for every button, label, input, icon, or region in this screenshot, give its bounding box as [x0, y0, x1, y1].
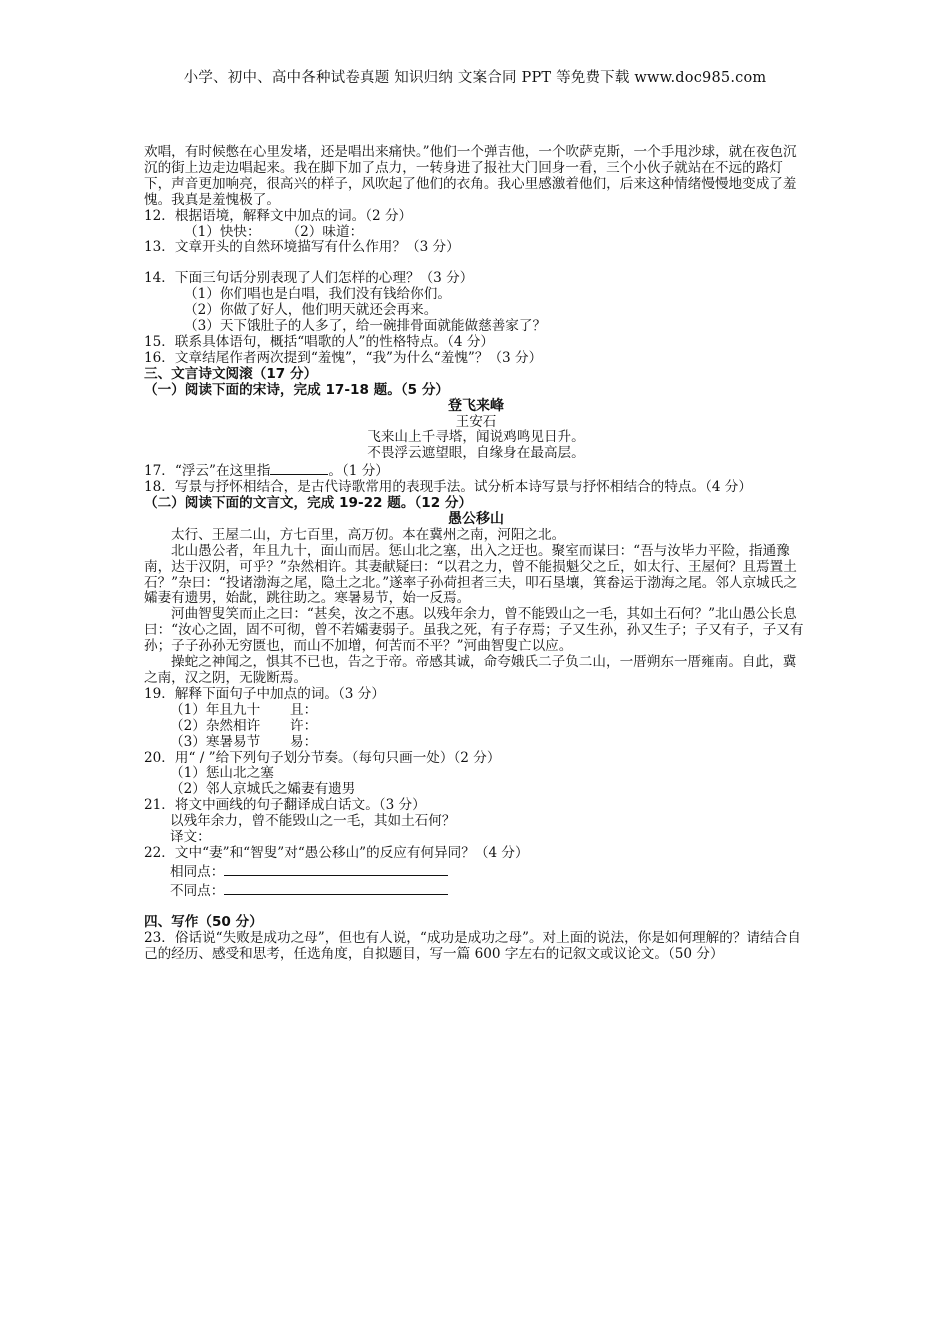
question-20: [144, 751, 808, 799]
question-stem: 12．根据语境，解释文中加点的词。（2 分）: [144, 207, 413, 224]
question-item: （1）惩山北之塞: [170, 765, 274, 782]
answer-line[interactable]: [224, 881, 448, 895]
classical-paragraph: 操蛇之神闻之，惧其不已也，告之于帝。帝感其诚，命夸娥氏二子负二山，一厝朔东一厝雍南。自此，冀之南，汉之阴，无陇断焉。: [144, 654, 797, 686]
question-13: 13．文章开头的自然环境描写有什么作用？（3 分）: [144, 239, 460, 256]
question-stem: 21．将文中画线的句子翻译成白话文。（3 分）: [144, 797, 426, 814]
question-15: 15．联系具体语句，概括“唱歌的人”的性格特点。（4 分）: [144, 333, 495, 350]
translation-sentence: 以残年余力，曾不能毁山之一毛，其如土石何？: [170, 813, 456, 830]
poem-line: 不畏浮云遮望眼，自缘身在最高层。: [367, 445, 585, 462]
question-17: [144, 462, 808, 480]
question-stem: 20．用“ / ”给下列句子划分节奏。（每句只画一处）（2 分）: [144, 749, 501, 766]
question-stem: 22．文中“妻”和“智叟”对“愚公移山”的反应有何异同？（4 分）: [144, 844, 529, 861]
poem-title: 登飞来峰: [448, 397, 504, 414]
question-stem: 14．下面三句话分别表现了人们怎样的心理？（3 分）: [144, 270, 474, 287]
question-16: 16．文章结尾作者两次提到“羞愧”，“我”为什么“羞愧”？（3 分）: [144, 349, 543, 366]
question-23: 23．俗话说“失败是成功之母”，但也有人说，“成功是成功之母”。对上面的说法，你是如何理解的？请结合自己的经历、感受和思考，任选角度，自拟题目，写一篇 600 字左右的记叙文或议论文。（50 分）: [144, 929, 801, 962]
classical-paragraph: 河曲智叟笑而止之曰：“甚矣，汝之不惠。以残年余力，曾不能毁山之一毛，其如土石何？”北山愚公长息曰：“汝心之固，固不可彻，曾不若孀妻弱子。虽我之死，有子存焉；子又生孙，孙又生子；子又有子，子又有孙；子子孙孙无穷匮也，而山不加增，何苦而不平？”河曲智叟亡以应。: [144, 606, 804, 655]
question-22: [144, 846, 808, 900]
question-item: （2）你做了好人，他们明天就还会再来。: [184, 302, 438, 319]
section-heading: 三、文言诗文阅滚（17 分）: [144, 365, 318, 382]
diff-point-row: [144, 881, 808, 900]
question-19: [144, 687, 808, 751]
question-12: [144, 209, 808, 241]
subsection-heading: （二）阅读下面的文言文，完成 19-22 题。（12 分）: [144, 495, 473, 512]
question-item: （3）天下饿肚子的人多了，给一碗排骨面就能做慈善家了？: [184, 318, 547, 335]
same-point-row: [144, 862, 808, 881]
section-heading: 四、写作（50 分）: [144, 913, 263, 930]
question-14: [144, 271, 808, 335]
question-item: （2）邻人京城氏之孀妻有遗男: [170, 781, 356, 798]
classical-paragraph: 北山愚公者，年且九十，面山而居。惩山北之塞，出入之迂也。聚室而谋曰：“吾与汝毕力平险，指通豫南，达于汉阴，可乎？”杂然相许。其妻献疑曰：“以君之力，曾不能损魁父之丘，如太行、王屋何？且焉置土石？”杂曰：“投诸渤海之尾，隐土之北。”遂率子孙荷担者三夫，叩石垦壤，箕畚运于渤海之尾。邻人京城氏之孀妻有遗男，始龀，跳往助之。寒暑易节，始一反焉。: [144, 542, 797, 607]
same-point-label: 相同点：: [170, 863, 225, 880]
subsection-heading: （一）阅读下面的宋诗，完成 17-18 题。（5 分）: [144, 381, 450, 398]
page-header: 小学、初中、高中各种试卷真题 知识归纳 文案合同 PPT 等免费下载 www.doc985.com: [183, 70, 767, 86]
question-text: 。（1 分）: [328, 463, 389, 480]
translation-label: 译文：: [170, 829, 211, 846]
question-item: （2）杂然相许 许：: [170, 717, 318, 734]
question-21: [144, 798, 808, 846]
answer-line[interactable]: [224, 862, 448, 876]
classical-paragraph: 太行、王屋二山，方七百里，高万仞。本在冀州之南，河阳之北。: [171, 526, 566, 543]
exam-content: [144, 145, 808, 962]
question-18: 18．写景与抒怀相结合，是古代诗歌常用的表现手法。试分析本诗写景与抒怀相结合的特点。（4 分）: [144, 479, 752, 496]
question-item: （3）寒暑易节 易：: [170, 733, 318, 750]
diff-point-label: 不同点：: [170, 882, 225, 899]
question-item: （1）年且九十 且：: [170, 701, 318, 718]
classical-title: 愚公移山: [448, 510, 504, 527]
answer-blank[interactable]: [270, 462, 328, 475]
question-items: （1）快快： （2）味道：: [184, 223, 364, 240]
passage-text: 欢唱，有时候憋在心里发堵，还是唱出来痛快。”他们一个弹吉他，一个吹萨克斯，一个手甩沙球，就在夜色沉沉的街上边走边唱起来。我在脚下加了点力，一转身进了报社大门回身一看，三个小伙子就站在不远的路灯下，声音更加响亮，很高兴的样子，风吹起了他们的衣角。我心里感激着他们，后来这种情绪慢慢地变成了羞愧。我真是羞愧极了。: [144, 144, 797, 208]
question-item: （1）你们唱也是白唱，我们没有钱给你们。: [184, 286, 451, 303]
question-stem: 19．解释下面句子中加点的词。（3 分）: [144, 685, 385, 702]
question-text: 17．“浮云”在这里指: [144, 463, 271, 480]
poem-line: 飞来山上千寻塔，闻说鸡鸣见日升。: [367, 429, 585, 446]
poem-author: 王安石: [455, 413, 497, 430]
